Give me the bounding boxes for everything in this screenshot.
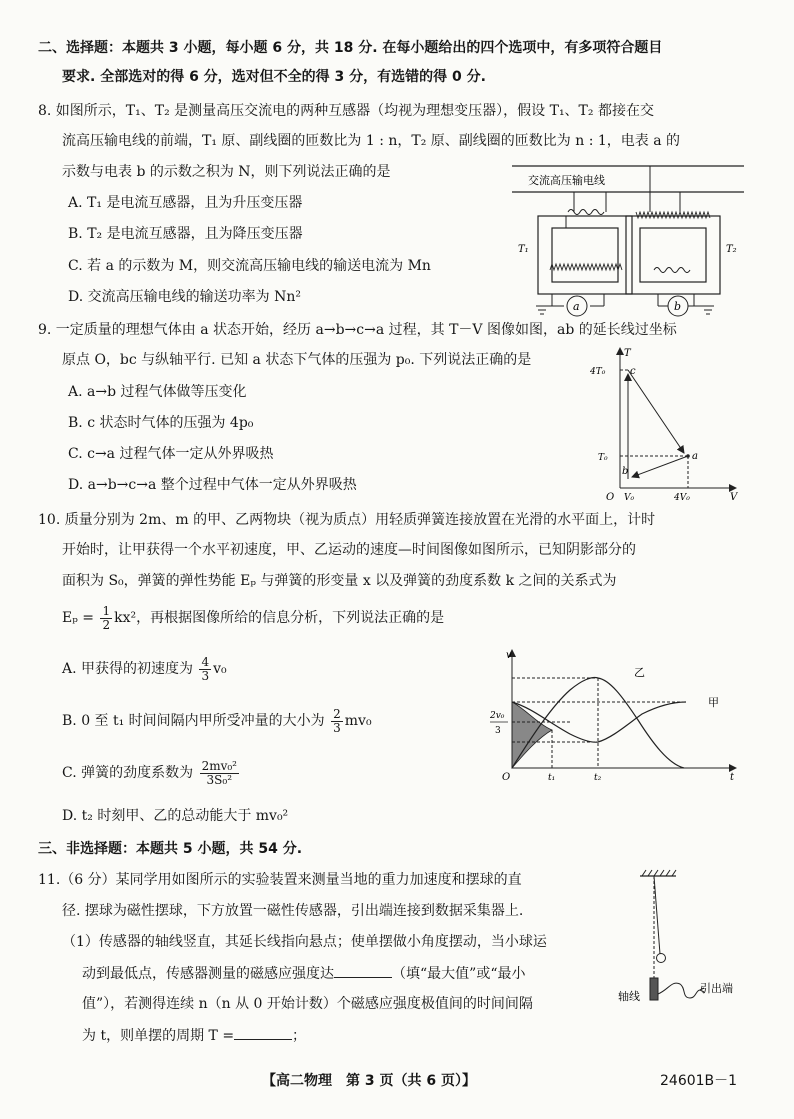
q8-fig-meter-a: a xyxy=(573,300,580,313)
q8-option-b: B. T₂ 是电流互感器，且为降压变压器 xyxy=(68,226,303,242)
q8-fig-line-label: 交流高压输电线 xyxy=(528,174,605,187)
q11-stem-line1: 11.（6 分）某同学用如图所示的实验装置来测量当地的重力加速度和摆球的直 xyxy=(38,872,522,888)
q10-opt-c-fraction xyxy=(200,760,239,787)
q9-tick-v0: V₀ xyxy=(624,493,635,502)
q9-tick-4v0: 4V₀ xyxy=(674,493,690,502)
q11-stem-line2: 径. 摆球为磁性摆球，下方放置一磁性传感器，引出端连接到数据采集器上. xyxy=(62,903,524,919)
q11-axis-label: 轴线 xyxy=(618,990,640,1003)
q9-axis-v: V xyxy=(730,492,738,502)
q10-opt-a-num: 4 xyxy=(201,654,210,669)
q8-option-a: A. T₁ 是电流互感器，且为升压变压器 xyxy=(68,195,303,211)
q10-opt-b-num: 2 xyxy=(333,706,341,721)
q10-opt-a-fraction xyxy=(199,656,211,683)
q10-opt-b-den: 3 xyxy=(333,720,341,735)
q8-transformer-figure xyxy=(508,160,748,318)
q10-ep-rest: kx²，再根据图像所给的信息分析，下列说法正确的是 xyxy=(114,610,445,626)
q8-fig-t1: T₁ xyxy=(518,244,529,255)
q10-option-d: D. t₂ 时刻甲、乙的总动能大于 mv₀² xyxy=(62,808,289,824)
q10-tick-t1: t₁ xyxy=(548,773,556,780)
q10-axis-t: t xyxy=(730,772,735,780)
q8-option-c: C. 若 a 的示数为 M，则交流高压输电线的输送电流为 Mn xyxy=(68,258,431,274)
q9-stem-line2: 原点 O，bc 与纵轴平行. 已知 a 状态下气体的压强为 p₀. 下列说法正确的是 xyxy=(62,352,532,368)
q10-option-b xyxy=(62,706,372,736)
q10-axis-v: v xyxy=(506,650,512,661)
q10-ep-fraction xyxy=(100,605,112,632)
q10-tick-den: 3 xyxy=(495,726,501,736)
q11-part1-line4 xyxy=(82,1025,306,1046)
page-footer-title: 【高二物理 第 3 页（共 6 页）】 xyxy=(262,1073,476,1089)
q10-option-c xyxy=(62,756,241,790)
q11-part1-text-a: 动到最低点，传感器测量的磁感应强度达 xyxy=(82,966,334,982)
q10-tick-t2: t₂ xyxy=(594,773,602,780)
q11-answer-blank-2[interactable] xyxy=(234,1025,292,1040)
q11-part1-text-d: ； xyxy=(292,1028,307,1044)
q10-opt-c-text: C. 弹簧的劲度系数为 xyxy=(62,765,194,781)
q8-option-d: D. 交流高压输电线的输送功率为 Nn² xyxy=(68,289,301,305)
q10-stem-line3: 面积为 S₀，弹簧的弹性势能 Eₚ 与弹簧的形变量 x 以及弹簧的劲度系数 k 之间的关系式为 xyxy=(62,573,617,589)
q10-option-a xyxy=(62,654,227,684)
q11-part1-line1: （1）传感器的轴线竖直，其延长线指向悬点；使单摆做小角度摆动，当小球运 xyxy=(62,934,547,950)
q10-origin: O xyxy=(502,772,511,780)
q10-opt-c-num: 2mv₀² xyxy=(201,758,237,773)
q8-stem-line2: 流高压输电线的前端，T₁ 原、副线圈的匝数比为 1 : n，T₂ 原、副线圈的匝数比为 n : 1，电表 a 的 xyxy=(62,133,681,149)
q9-axis-t: T xyxy=(624,348,631,359)
q9-option-a: A. a→b 过程气体做等压变化 xyxy=(68,384,247,400)
q10-ep-label: Eₚ = xyxy=(62,610,94,626)
section2-heading-line2: 要求. 全部选对的得 6 分，选对但不全的得 3 分，有选错的得 0 分. xyxy=(62,69,486,85)
q10-opt-a-den: 3 xyxy=(201,668,210,683)
q10-stem-line4 xyxy=(62,603,444,633)
q8-fig-t2: T₂ xyxy=(726,244,737,255)
q9-tick-4t0: 4T₀ xyxy=(590,367,606,377)
q10-opt-b-text: B. 0 至 t₁ 时间间隔内甲所受冲量的大小为 xyxy=(62,713,325,729)
q9-origin: O xyxy=(606,492,615,502)
q11-part1-line3: 值”），若测得连续 n（n 从 0 开始计数）个磁感应强度极值间的时间间隔 xyxy=(82,996,533,1012)
q10-vt-graph xyxy=(482,646,744,780)
q8-stem-line3: 示数与电表 b 的示数之积为 N，则下列说法正确的是 xyxy=(62,164,391,180)
q10-ep-den: 2 xyxy=(102,617,111,632)
q9-tv-graph xyxy=(586,344,746,502)
section2-heading-line1: 二、选择题：本题共 3 小题，每小题 6 分，共 18 分. 在每小题给出的四个选项中，有多项符合题目 xyxy=(38,40,663,56)
q10-opt-b-fraction xyxy=(331,708,343,735)
q11-part1-text-b: （填“最大值”或“最小 xyxy=(392,966,526,982)
q11-lead-label: 引出端 xyxy=(700,982,733,995)
page-footer-code: 24601B－1 xyxy=(660,1073,738,1089)
q11-part1-line2 xyxy=(82,963,525,984)
q10-opt-b-unit: mv₀ xyxy=(344,713,372,729)
q10-opt-a-text: A. 甲获得的初速度为 xyxy=(62,661,194,677)
q9-point-a: a xyxy=(692,451,698,462)
q11-answer-blank-1[interactable] xyxy=(334,963,392,978)
q9-option-c: C. c→a 过程气体一定从外界吸热 xyxy=(68,446,274,462)
q10-curve-jia-label: 甲 xyxy=(708,696,719,709)
q9-option-b: B. c 状态时气体的压强为 4p₀ xyxy=(68,415,254,431)
q10-opt-a-unit: v₀ xyxy=(213,661,227,677)
q10-tick-num: 2v₀ xyxy=(490,711,505,721)
q9-point-b: b xyxy=(622,466,629,477)
q9-stem-line1: 9. 一定质量的理想气体由 a 状态开始，经历 a→b→c→a 过程，其 T－V 图像如图，ab 的延长线过坐标 xyxy=(38,322,677,338)
q10-stem-line2: 开始时，让甲获得一个水平初速度，甲、乙运动的速度—时间图像如图所示，已知阴影部分的 xyxy=(62,542,636,558)
q8-stem-line1: 8. 如图所示，T₁、T₂ 是测量高压交流电的两种互感器（均视为理想变压器），假设 T₁、T₂ 都接在交 xyxy=(38,103,654,119)
q9-point-c: c xyxy=(630,366,636,377)
q9-option-d: D. a→b→c→a 整个过程中气体一定从外界吸热 xyxy=(68,477,357,493)
q9-tick-t0: T₀ xyxy=(598,453,608,463)
q10-opt-c-den: 3S₀² xyxy=(206,772,233,787)
q8-fig-meter-b: b xyxy=(674,300,682,313)
q10-curve-yi-label: 乙 xyxy=(634,666,645,679)
q11-part1-text-c: 为 t，则单摆的周期 T = xyxy=(82,1028,235,1044)
q10-ep-num: 1 xyxy=(102,603,111,618)
section3-heading: 三、非选择题：本题共 5 小题，共 54 分. xyxy=(38,841,303,857)
q11-pendulum-figure xyxy=(616,866,766,1016)
q10-stem-line1: 10. 质量分别为 2m、m 的甲、乙两物块（视为质点）用轻质弹簧连接放置在光滑的水平面上，计时 xyxy=(38,512,656,528)
